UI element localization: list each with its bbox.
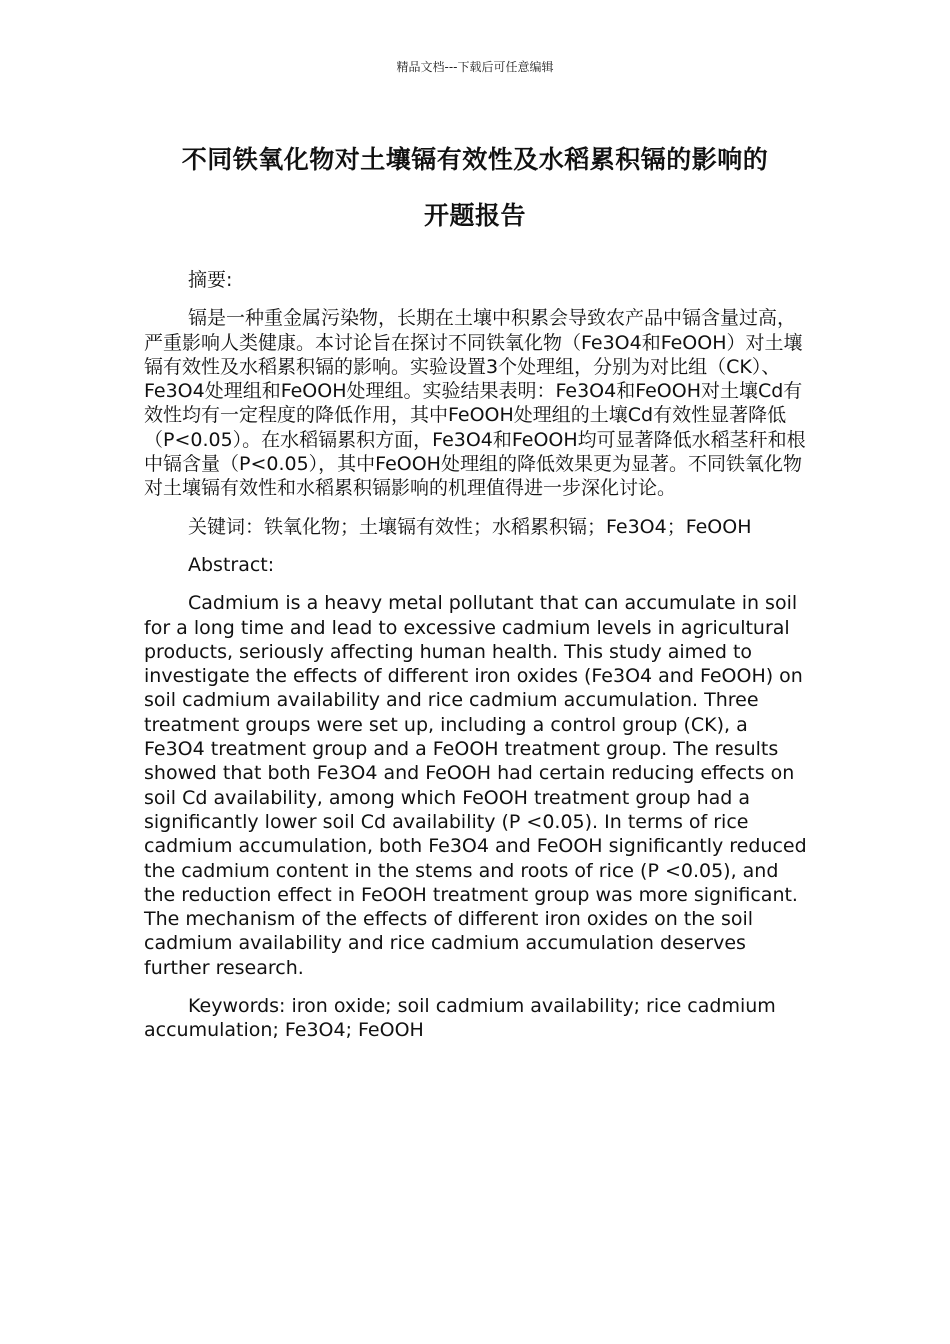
abstract-cn-label: 摘要:	[188, 269, 233, 291]
document-body	[144, 268, 808, 1043]
keywords-en: Keywords: iron oxide; soil cadmium availability; rice cadmium accumulation; Fe3O4; FeOOH	[144, 995, 776, 1042]
title-line-2: 开题报告	[423, 201, 526, 230]
document-title	[120, 132, 830, 244]
abstract-en-body: Cadmium is a heavy metal pollutant that can accumulate in soil for a long time and lead to excessive cadmium levels in agricultural products, seriously affecting human health. This study aimed to investigate the effects of different iron oxides (Fe3O4 and FeOOH) on soil cadmium availability and rice cadmium accumulation. Three treatment groups were set up, including a control group (CK), a Fe3O4 treatment group and a FeOOH treatment group. The results showed that both Fe3O4 and FeOOH had certain reducing effects on soil Cd availability, among which FeOOH treatment group had a significantly lower soil Cd availability (P <0.05). In terms of rice cadmium accumulation, both Fe3O4 and FeOOH significantly reduced the cadmium content in the stems and roots of rice (P <0.05), and the reduction effect in FeOOH treatment group was more significant. The mechanism of the effects of different iron oxides on the soil cadmium availability and rice cadmium accumulation deserves further research.	[144, 592, 807, 979]
keywords-cn: 关键词：铁氧化物；土壤镉有效性；水稻累积镉；Fe3O4；FeOOH	[188, 515, 752, 538]
header-note: 精品文档---下载后可任意编辑	[396, 60, 554, 74]
abstract-cn-body: 镉是一种重金属污染物，长期在土壤中积累会导致农产品中镉含量过高，严重影响人类健康。本讨论旨在探讨不同铁氧化物（Fe3O4和FeOOH）对土壤镉有效性及水稻累积镉的影响。实验设置3个处理组，分别为对比组（CK）、Fe3O4处理组和FeOOH处理组。实验结果表明：Fe3O4和FeOOH对土壤Cd有效性均有一定程度的降低作用，其中FeOOH处理组的土壤Cd有效性显著降低（P<0.05）。在水稻镉累积方面，Fe3O4和FeOOH均可显著降低水稻茎秆和根中镉含量（P<0.05），其中FeOOH处理组的降低效果更为显著。不同铁氧化物对土壤镉有效性和水稻累积镉影响的机理值得进一步深化讨论。	[144, 307, 806, 500]
title-line-1: 不同铁氧化物对土壤镉有效性及水稻累积镉的影响的	[181, 145, 769, 174]
abstract-en-label: Abstract:	[188, 553, 275, 576]
